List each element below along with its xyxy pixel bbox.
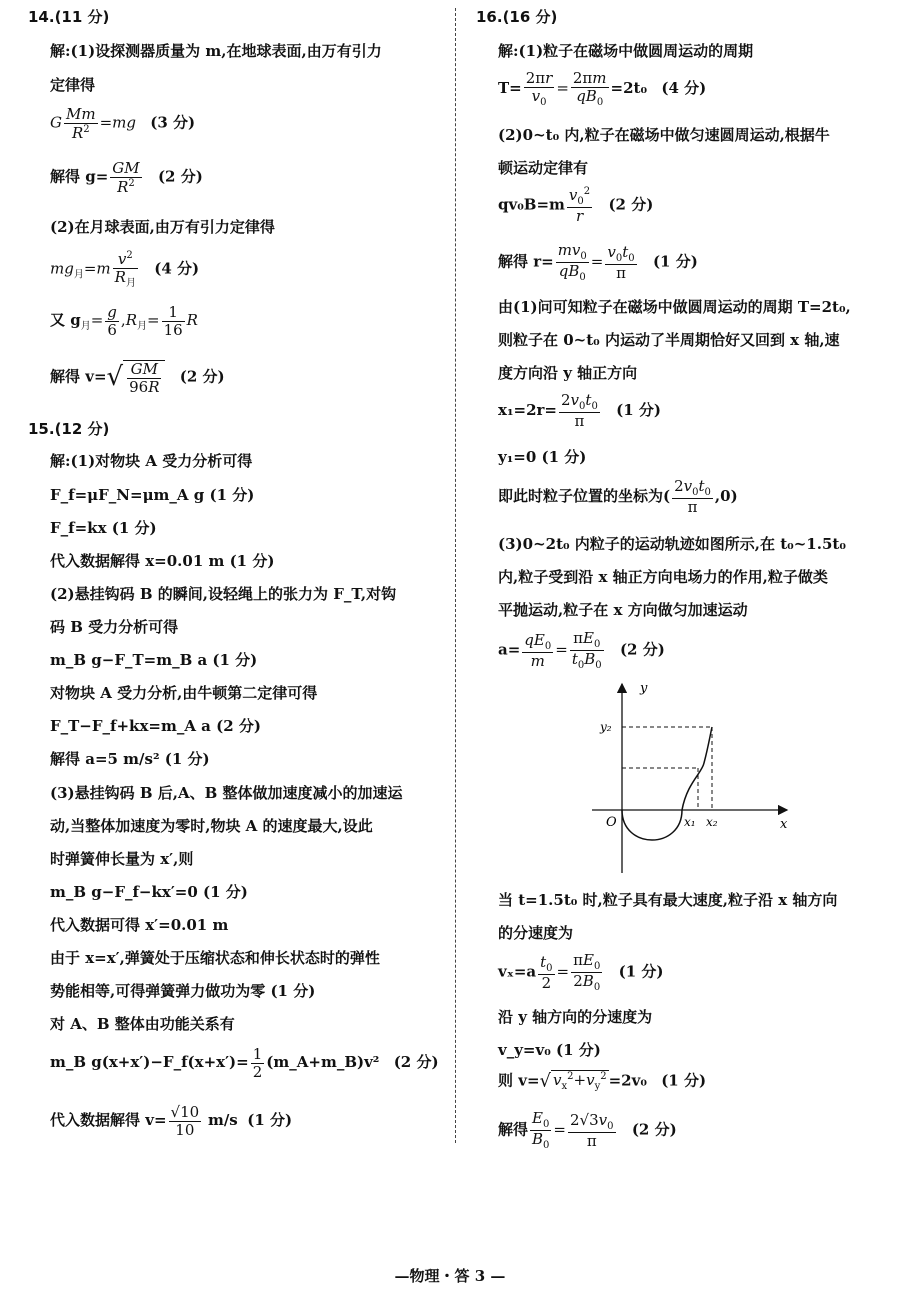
q15-line5: (2)悬挂钩码 B 的瞬间,设轻绳上的张力为 F_T,对钩 — [50, 585, 397, 603]
q15-line12: 动,当整体加速度为零时,物块 A 的速度最大,设此 — [50, 817, 373, 835]
q15-line15: 代入数据可得 x′=0.01 m — [50, 916, 229, 934]
q15-line13: 时弹簧伸长量为 x′,则 — [50, 850, 194, 868]
q16-eq-r-score: (1 分) — [652, 252, 698, 271]
q16-line12: 当 t=1.5t₀ 时,粒子具有最大速度,粒子沿 x 轴方向 — [498, 891, 838, 909]
q14-line1: 解:(1)设探测器质量为 m,在地球表面,由万有引力 — [50, 42, 382, 60]
q16-eq-T-score: (4 分) — [661, 78, 707, 97]
q16-line14: 沿 y 轴方向的分速度为 — [498, 1008, 653, 1026]
q16-eq-v-score: (1 分) — [661, 1071, 707, 1090]
q16-eq-T-pre: T= — [498, 78, 522, 97]
q16-eq-v-pre: 则 v= — [498, 1071, 540, 1090]
x1-label: x₁ — [684, 815, 696, 829]
q16-line15: v_y=v₀ (1 分) — [498, 1041, 601, 1059]
y2-label: y₂ — [600, 720, 612, 734]
q16-line6: 度方向沿 y 轴正方向 — [498, 364, 638, 382]
q15-line3: F_f=kx (1 分) — [50, 519, 157, 537]
origin-label: O — [606, 815, 617, 830]
q14-eq2-score: (2 分) — [157, 167, 203, 186]
q15-eq-energy: m_B g(x+x′)−F_f(x+x′)= $\frac{1}{2}$ (m_A+m_B)v² (2 分) — [50, 1045, 439, 1081]
q16-eq-v: 则 v=√ $v_x^2+v_y^2 =2v_0$ (1 分) — [498, 1070, 707, 1092]
q16-line7: y₁=0 (1 分) — [498, 448, 587, 466]
q16-eq-a-score: (2 分) — [619, 640, 665, 659]
q16-line2: (2)0~t₀ 内,粒子在磁场中做匀速圆周运动,根据牛 — [498, 126, 830, 144]
q15-eq-energy-score: (2 分) — [393, 1053, 439, 1071]
q16-eq-x1-score: (1 分) — [616, 400, 661, 419]
q16-line8: 即此时粒子位置的坐标为( $\frac{2v_0t_0}{\pi}$ ,0) — [498, 477, 738, 516]
q16-eq-ans-score: (2 分) — [631, 1120, 677, 1139]
q14-eq5: 解得 v=√ $\frac{GM}{96R}$ (2 分) — [50, 360, 225, 396]
q16-line10: 内,粒子受到沿 x 轴正方向电场力的作用,粒子做类 — [498, 568, 828, 586]
q15-line4: 代入数据解得 x=0.01 m (1 分) — [50, 552, 275, 570]
q14-eq1-score: (3 分) — [150, 113, 196, 132]
page-footer: —物理・答 3 — — [394, 1267, 506, 1285]
q15-eq-energy-pre: m_B g(x+x′)−F_f(x+x′)= — [50, 1053, 249, 1071]
q14-eq3-score: (4 分) — [154, 259, 200, 278]
q14-eq4: 又 $g_月=$ $\frac{g}{6}$ $,R_月=$ $\frac{1}{16}$ R — [50, 303, 198, 339]
q14-title: 14.(11 分) — [28, 8, 110, 26]
q16-line4: 由(1)问可知粒子在磁场中做圆周运动的周期 T=2t₀, — [498, 298, 851, 316]
x2-label: x₂ — [706, 815, 718, 829]
q14-eq3: $mg_月=m$ $\frac{v^2}{R_月}$ (4 分) — [50, 250, 200, 289]
q15-line1: 解:(1)对物块 A 受力分析可得 — [50, 452, 253, 470]
q15-line14: m_B g−F_f−kx′=0 (1 分) — [50, 883, 248, 901]
q15-eq-v-unit: m/s — [207, 1111, 238, 1129]
q15-title: 15.(12 分) — [28, 420, 110, 438]
q16-eq-vx: vₓ=a $\frac{t_0}{2}$ = $\frac{\pi E_0}{2B_0}$ (1 分) — [498, 951, 664, 993]
q14-eq2-pre: 解得 g= — [50, 167, 109, 186]
q16-eq-v-post: =2v₀ — [608, 1071, 647, 1090]
q16-eq-x1: x₁=2r= $\frac{2v_0t_0}{\pi}$ (1 分) — [498, 391, 661, 430]
q14-eq1: G $\frac{Mm}{R^2}$ =mg (3 分) — [50, 105, 196, 142]
q16-eq-vx-score: (1 分) — [618, 962, 664, 981]
q15-line6: 码 B 受力分析可得 — [50, 618, 179, 636]
q16-line11: 平抛运动,粒子在 x 方向做匀加速运动 — [498, 601, 748, 619]
q16-eq-T-mid: =2t₀ — [610, 78, 648, 97]
q15-line11: (3)悬挂钩码 B 后,A、B 整体做加速度减小的加速运 — [50, 784, 403, 802]
q14-eq2: 解得 g= $\frac{GM}{R^2}$ (2 分) — [50, 159, 203, 196]
q14-line2: 定律得 — [50, 76, 96, 94]
q14-eq5-pre: 解得 v= — [50, 367, 107, 386]
q16-line8-post: ,0) — [714, 486, 738, 505]
q16-eq-r: 解得 r= $\frac{mv_0}{qB_0}$ = $\frac{v_0t_0}{\pi}$ (1 分) — [498, 241, 698, 283]
q15-eq-v-score: (1 分) — [247, 1111, 293, 1129]
q15-line7: m_B g−F_T=m_B a (1 分) — [50, 651, 258, 669]
q16-line9: (3)0~2t₀ 内粒子的运动轨迹如图所示,在 t₀~1.5t₀ — [498, 535, 846, 553]
q15-line9: F_T−F_f+kx=m_A a (2 分) — [50, 717, 261, 735]
q16-eq-F-pre: qv₀B=m — [498, 195, 565, 214]
q15-line16: 由于 x=x′,弹簧处于压缩状态和伸长状态时的弹性 — [50, 949, 380, 967]
column-divider — [455, 8, 456, 1143]
q15-eq-energy-post: (m_A+m_B)v² — [266, 1053, 380, 1071]
q16-line13: 的分速度为 — [498, 924, 574, 942]
q16-eq-a: a= $\frac{qE_0}{m}$ = $\frac{\pi E_0}{t_0B_0}$ (2 分) — [498, 629, 665, 671]
x-axis-label: x — [780, 817, 788, 832]
q16-line8-pre: 即此时粒子位置的坐标为( — [498, 486, 671, 505]
trajectory-graph — [592, 678, 792, 878]
q15-line10: 解得 a=5 m/s² (1 分) — [50, 750, 210, 768]
q16-eq-ans: 解得 $\frac{E_0}{B_0}$ = $\frac{2√3v_0}{\pi}$ (2 分) — [498, 1109, 677, 1151]
q14-eq4-pre: 又 g — [50, 311, 81, 329]
q15-line8: 对物块 A 受力分析,由牛顿第二定律可得 — [50, 684, 318, 702]
q15-eq-v: 代入数据解得 v= $\frac{√10}{10}$ m/s (1 分) — [50, 1103, 293, 1139]
q14-line3: (2)在月球表面,由万有引力定律得 — [50, 218, 275, 236]
q15-eq-v-pre: 代入数据解得 v= — [50, 1111, 167, 1129]
q16-line5: 则粒子在 0~t₀ 内运动了半周期恰好又回到 x 轴,速 — [498, 331, 840, 349]
q15-line2: F_f=μF_N=μm_A g (1 分) — [50, 486, 255, 504]
q16-eq-r-pre: 解得 r= — [498, 252, 554, 271]
q16-eq-F-score: (2 分) — [608, 195, 654, 214]
y-axis-label: y — [640, 681, 648, 696]
q16-eq-T: T= $\frac{2\pi r}{v_0}$ = $\frac{2\pi m}{qB_0}$ =2t₀ (4 分) — [498, 69, 707, 108]
q14-eq5-score: (2 分) — [179, 367, 225, 386]
q16-line3: 顿运动定律有 — [498, 159, 589, 177]
q16-eq-F: qv₀B=m $\frac{v_0^2}{r}$ (2 分) — [498, 186, 654, 225]
q15-line17: 势能相等,可得弹簧弹力做功为零 (1 分) — [50, 982, 316, 1000]
q16-eq-vx-pre: vₓ=a — [498, 962, 537, 981]
q16-title: 16.(16 分) — [476, 8, 558, 26]
q15-line18: 对 A、B 整体由功能关系有 — [50, 1015, 235, 1033]
q16-eq-x1-pre: x₁=2r= — [498, 400, 557, 419]
q16-line1: 解:(1)粒子在磁场中做圆周运动的周期 — [498, 42, 754, 60]
q16-eq-ans-pre: 解得 — [498, 1120, 529, 1139]
q16-eq-a-pre: a= — [498, 640, 521, 659]
